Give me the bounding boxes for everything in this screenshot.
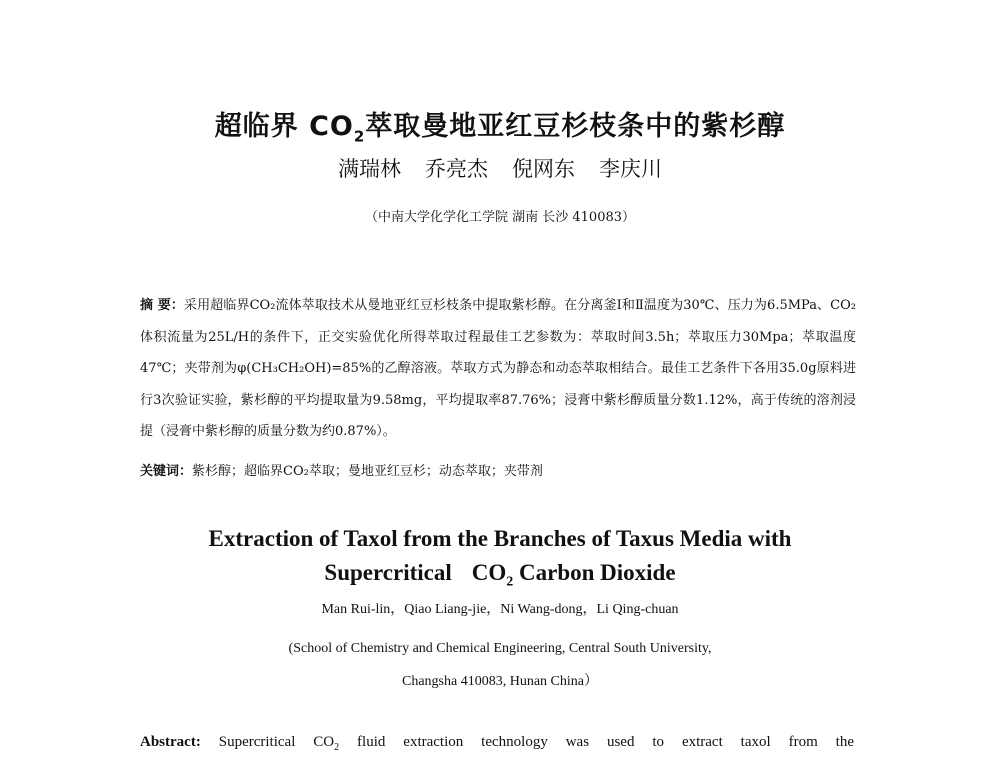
english-authors: Man Rui-lin，Qiao Liang-jie，Ni Wang-dong，Li Qing-chuan <box>321 602 679 617</box>
chinese-abstract-text: 采用超临界CO₂流体萃取技术从曼地亚红豆杉枝条中提取紫杉醇。在分离釜Ⅰ和Ⅱ温度为30℃、压力为6.5MPa、CO₂体积流量为25L/H的条件下，正交实验优化所得萃取过程最佳工艺参数为：萃取时间3.5h；萃取压力30Mpa；萃取温度47℃；夹带剂为φ(CH₃CH₂OH)=85%的乙醇溶液。萃取方式为静态和动态萃取相结合。最佳工艺条件下各用35.0g原料进行3次验证实验，紫杉醇的平均提取量为9.58mg，平均提取率87.76%；浸膏中紫杉醇质量分数1.12%，高于传统的溶剂浸提（浸膏中紫杉醇的质量分数为约0.87%）。 <box>140 298 856 439</box>
chinese-affiliation: （中南大学化学化工学院 湖南 长沙 410083） <box>364 210 636 225</box>
chinese-keywords-text: 紫杉醇；超临界CO₂萃取；曼地亚红豆杉；动态萃取；夹带剂 <box>192 464 543 479</box>
english-abstract: Abstract: Supercritical $CO_2$ fluid extraction technology was used to extract taxol from the <box>140 734 854 753</box>
english-affiliation-line-1: (School of Chemistry and Chemical Engineering, Central South University, <box>288 641 712 656</box>
chinese-title: 超临界 $CO_2$萃取曼地亚红豆杉枝条中的紫杉醇 <box>214 111 786 146</box>
chinese-keywords-label: 关键词： <box>140 464 193 479</box>
chinese-abstract <box>140 290 856 448</box>
author-4: 李庆川 <box>599 157 662 181</box>
author-3: 倪网东 <box>512 157 575 181</box>
english-title-line-1: Extraction of Taxol from the Branches of Taxus Media with <box>208 526 792 551</box>
english-abstract-label: Abstract: <box>140 734 201 750</box>
chinese-authors <box>0 153 1000 183</box>
english-title <box>0 522 1000 600</box>
chinese-abstract-label: 摘 要： <box>140 298 184 313</box>
author-1: 满瑞林 <box>338 157 401 181</box>
chinese-keywords <box>140 462 856 482</box>
author-2: 乔亮杰 <box>425 157 488 181</box>
english-affiliation-line-2: Changsha 410083, Hunan China） <box>402 674 598 689</box>
english-title-line-2: Supercritical $CO_2$ Carbon Dioxide <box>324 560 676 590</box>
english-affiliation <box>0 632 1000 698</box>
